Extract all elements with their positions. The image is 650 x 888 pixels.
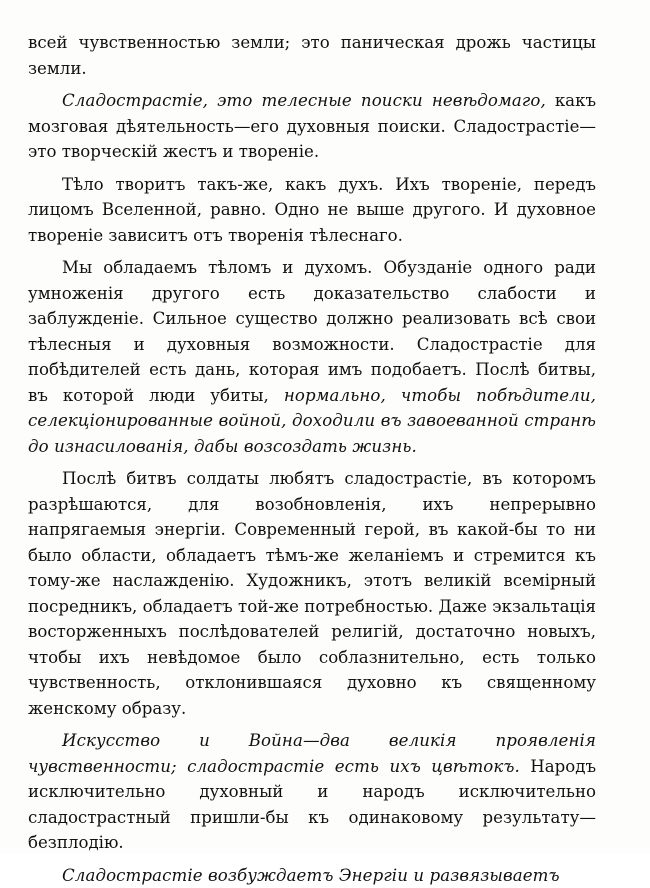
paragraph-4 bbox=[28, 255, 596, 459]
paragraph-2-italic: Сладострастіе, это телесные поиски невѣдомаго, bbox=[62, 91, 546, 110]
paragraph-7-italic: Сладострастіе возбуждаетъ Энергіи и развязываетъ bbox=[62, 866, 560, 885]
paragraph-2-text: какъ мозговая дѣятельность—его духовныя поиски. Сладострастіе—это творческій жестъ и твореніе. bbox=[28, 91, 596, 161]
paragraph-7 bbox=[28, 863, 596, 888]
paragraph-5 bbox=[28, 466, 596, 721]
paragraph-1 bbox=[28, 30, 596, 81]
paragraph-4-italic: нормально, чтобы побѣдители, селекціонированные войной, доходили въ завоеванной странѣ до изнасилованія, дабы возсоздать жизнь. bbox=[28, 386, 596, 456]
paragraph-3 bbox=[28, 172, 596, 249]
page-text bbox=[28, 30, 596, 888]
paragraph-6-italic: Искусство и Война—два великія проявленія чувственности; сладострастіе есть ихъ цвѣтокъ. bbox=[28, 731, 596, 776]
paragraph-6-text: Народъ исключительно духовный и народъ исключительно сладострастный пришли-бы къ одинаковому результату—безплодію. bbox=[28, 757, 596, 853]
paragraph-2 bbox=[28, 88, 596, 165]
paragraph-6 bbox=[28, 728, 596, 856]
paragraph-5-text: Послѣ битвъ солдаты любятъ сладострастіе, въ которомъ разрѣшаются, для возобновленія, ихъ непрерывно напрягаемыя энергіи. Современный герой, въ какой-бы то ни было области, обладаетъ тѣмъ-же желаніемъ и стремится къ тому-же наслажденію. Художникъ, этотъ великій всемірный посредникъ, обладаетъ той-же потребностью. Даже экзальтація восторженныхъ послѣдователей религій, достаточно новыхъ, чтобы ихъ невѣдомое было соблазнительно, есть только чувственность, отклонившаяся духовно къ священному женскому образу. bbox=[28, 469, 596, 718]
paragraph-3-text: Тѣло творитъ такъ-же, какъ духъ. Ихъ твореніе, передъ лицомъ Вселенной, равно. Одно не выше другого. И духовное твореніе зависитъ отъ творенія тѣлеснаго. bbox=[28, 175, 596, 245]
paragraph-4-text: Мы обладаемъ тѣломъ и духомъ. Обузданіе одного ради умноженія другого есть доказательство слабости и заблужденіе. Сильное существо должно реализовать всѣ свои тѣлесныя и духовныя возможности. Сладострастіе для побѣдителей есть дань, которая имъ подобаетъ. Послѣ битвы, въ которой люди убиты, bbox=[28, 258, 596, 405]
paragraph-1-text: всей чувственностью земли; это паническая дрожь частицы земли. bbox=[28, 33, 596, 78]
